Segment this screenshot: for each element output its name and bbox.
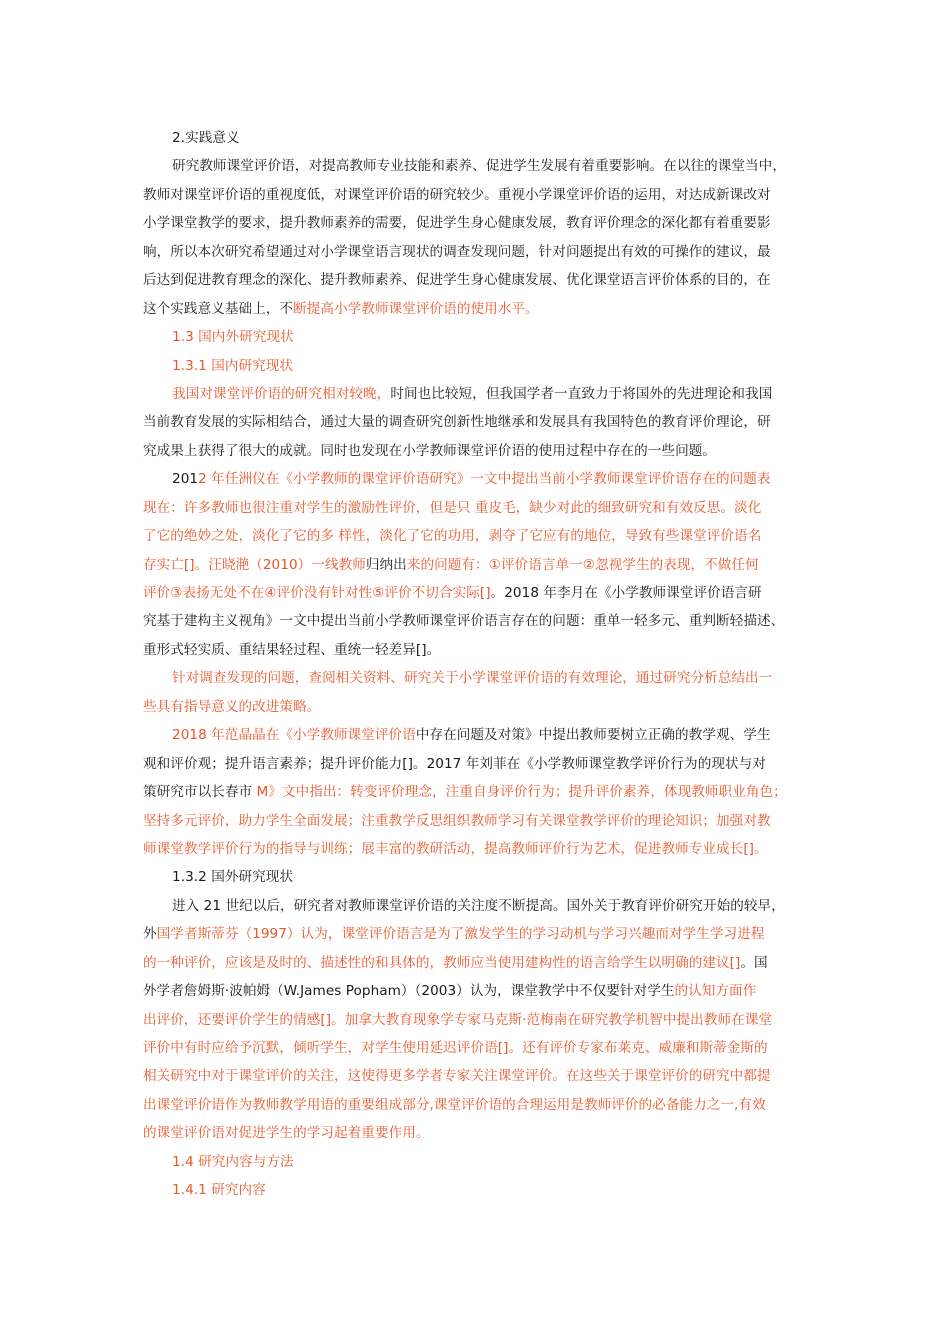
body-text: 。2018 年李月在《小学教师课堂评价语言研 xyxy=(490,585,762,601)
text-line xyxy=(143,807,808,835)
body-text: 进入 21 世纪以后，研究者对教师课堂评价语的关注度不断提高。国外关于教育评价研究开始的较早， xyxy=(172,897,785,914)
highlighted-text: 断提高小学教师课堂评价语的使用水平。 xyxy=(293,300,539,317)
text-line xyxy=(143,636,808,664)
text-line xyxy=(143,209,808,237)
body-text: 小学课堂教学的要求，提升教师素养的需要，促进学生身心健康发展，教育评价理念的深化都有着重要影 xyxy=(143,215,771,232)
body-text: 观和评价观；提升语言素养；提升评价能力[]。2017 年刘菲在《小学教师课堂教学评价行为的现状与对 xyxy=(143,755,766,772)
text-line xyxy=(143,551,808,579)
highlighted-text: 国学者斯蒂芬（1997）认为，课堂评价语言是为了激发学生的学习动机与学习兴趣而对学生学习进程 xyxy=(156,926,765,943)
body-text: 究基于建构主义视角》一文中提出当前小学教师课堂评价语言存在的问题：重单一轻多元、重判断轻描述、 xyxy=(143,613,785,630)
highlighted-text: 针对调查发现的问题，查阅相关资料、研究关于小学课堂评价语的有效理论，通过研究分析总结出一 xyxy=(172,670,773,687)
highlighted-text: 来的问题有：①评价语言单一②忽视学生的表现，不做任何 xyxy=(406,556,759,573)
highlighted-text: 些具有指导意义的改进策略。 xyxy=(143,698,321,715)
text-line xyxy=(143,124,808,152)
highlighted-text: 2018 年范晶晶在《小学教师课堂评价语 xyxy=(172,727,416,744)
text-line xyxy=(143,181,808,209)
highlighted-text: 1.3 国内外研究现状 xyxy=(172,329,294,346)
highlighted-text: 相关研究中对于课堂评价的关注，这使得更多学者专家关注课堂评价。在这些关于课堂评价的研究中都提 xyxy=(143,1068,771,1085)
highlighted-text: 的课堂评价语对促进学生的学习起着重要作用。 xyxy=(143,1125,430,1142)
text-line xyxy=(143,863,808,891)
highlighted-text: 坚持多元评价，助力学生全面发展；注重教学反思组织教师学习有关课堂教学评价的理论知识；加强对教 xyxy=(143,812,771,829)
body-text: 中存在问题及对策》中提出教师要树立正确的教学观、学生 xyxy=(415,727,771,744)
text-line xyxy=(143,693,808,721)
text-line xyxy=(143,408,808,436)
text-line xyxy=(143,949,808,977)
body-text: 外学者詹姆斯·波帕姆（W.James Popham）（2003）认为，课堂教学中不仅要针对学生 xyxy=(143,983,675,1000)
highlighted-text: 存实亡[]。汪晓滟（2010）一线教师 xyxy=(143,556,366,573)
text-line xyxy=(143,494,808,522)
text-line xyxy=(143,721,808,749)
text-line xyxy=(143,977,808,1005)
text-line xyxy=(143,1148,808,1176)
body-text: 教师对课堂评价语的重视度低，对课堂评价语的研究较少。重视小学课堂评价语的运用，对达成新课改对 xyxy=(143,186,771,203)
text-line xyxy=(143,1006,808,1034)
text-line xyxy=(143,352,808,380)
body-text: 当前教育发展的实际相结合，通过大量的调查研究创新性地继承和发展具有我国特色的教育评价理论，研 xyxy=(143,414,771,431)
text-line xyxy=(143,437,808,465)
highlighted-text: 出评价，还要评价学生的情感[]。加拿大教育现象学专家马克斯·范梅南在研究教学机智中提出教师在课堂 xyxy=(143,1011,773,1028)
text-line xyxy=(143,238,808,266)
highlighted-text: 出课堂评价语作为教师教学用语的重要组成部分,课堂评价语的合理运用是教师评价的必备能力之一,有效 xyxy=(143,1096,766,1113)
text-line xyxy=(143,920,808,948)
text-line xyxy=(143,579,808,607)
text-line xyxy=(143,1034,808,1062)
text-line xyxy=(143,778,808,806)
text-line xyxy=(143,1119,808,1147)
highlighted-text: 的认知方面作 xyxy=(674,983,757,1000)
text-line xyxy=(143,522,808,550)
text-line xyxy=(143,152,808,180)
text-line xyxy=(143,1176,808,1204)
text-line xyxy=(143,1062,808,1090)
body-text: 重形式轻实质、重结果轻过程、重统一轻差异[]。 xyxy=(143,641,441,658)
body-text: 1.3.2 国外研究现状 xyxy=(172,869,294,886)
text-line xyxy=(143,465,808,493)
highlighted-text: 现在：许多教师也很注重对学生的激励性评价，但是只 重皮毛，缺少对此的细致研究和有效反思。淡化 xyxy=(143,499,762,516)
text-line xyxy=(143,295,808,323)
highlighted-text: 的一种评价，应该是及时的、描述性的和具体的，教师应当使用建构性的语言给学生以明确的建议[] xyxy=(143,954,741,971)
body-text: 策研究市以长春市 xyxy=(143,784,253,801)
body-text: 外 xyxy=(143,926,157,943)
highlighted-text: 2 年任洲仪在《小学教师的课堂评价语研究》一文中提出当前小学教师课堂评价语存在的问题表 xyxy=(198,471,771,488)
body-text: 响，所以本次研究希望通过对小学课堂语言现状的调查发现问题，针对问题提出有效的可操作的建议，最 xyxy=(143,243,771,260)
text-line xyxy=(143,1091,808,1119)
text-line xyxy=(143,323,808,351)
body-text: 时间也比较短，但我国学者一直致力于将国外的先进理论和我国 xyxy=(390,385,773,402)
body-text: 。国 xyxy=(740,954,768,971)
highlighted-text: 我国对课堂评价语的研究相对较晚， xyxy=(172,385,391,402)
text-line xyxy=(143,892,808,920)
body-text: 2.实践意义 xyxy=(172,130,240,146)
text-line xyxy=(143,380,808,408)
text-line xyxy=(143,664,808,692)
text-line xyxy=(143,266,808,294)
highlighted-text: M》文中指出：转变评价理念，注重自身评价行为；提升评价素养，体现教师职业角色； xyxy=(252,784,787,801)
body-text: 归纳出 xyxy=(365,556,407,573)
body-text: 后达到促进教育理念的深化、提升教师素养、促进学生身心健康发展、优化课堂语言评价体系的目的，在 xyxy=(143,272,771,289)
text-line xyxy=(143,750,808,778)
highlighted-text: 1.4.1 研究内容 xyxy=(172,1182,266,1199)
body-text: 201 xyxy=(172,471,199,488)
highlighted-text: 了它的绝妙之处，淡化了它的多 样性，淡化了它的功用，剥夺了它应有的地位，导致有些课堂评价语名 xyxy=(143,528,762,545)
highlighted-text: 评价中有时应给予沉默，倾听学生，对学生使用延迟评价语[]。还有评价专家布莱克、威廉和斯蒂金斯的 xyxy=(143,1040,768,1056)
highlighted-text: 师课堂教学评价行为的指导与训练；展丰富的教研活动，提高教师评价行为艺术，促进教师专业成长[]。 xyxy=(143,840,768,857)
body-text: 研究教师课堂评价语，对提高教师专业技能和素养、促进学生发展有着重要影响。在以往的课堂当中， xyxy=(172,158,786,175)
highlighted-text: 1.4 研究内容与方法 xyxy=(172,1153,294,1170)
body-text: 究成果上获得了很大的成就。同时也发现在小学教师课堂评价语的使用过程中存在的一些问题。 xyxy=(143,442,717,459)
highlighted-text: 评价③表扬无处不在④评价没有针对性⑤评价不切合实际[] xyxy=(143,585,491,601)
document-body xyxy=(143,124,808,1205)
text-line xyxy=(143,835,808,863)
highlighted-text: 1.3.1 国内研究现状 xyxy=(172,357,294,374)
body-text: 这个实践意义基础上，不 xyxy=(143,300,294,317)
text-line xyxy=(143,607,808,635)
